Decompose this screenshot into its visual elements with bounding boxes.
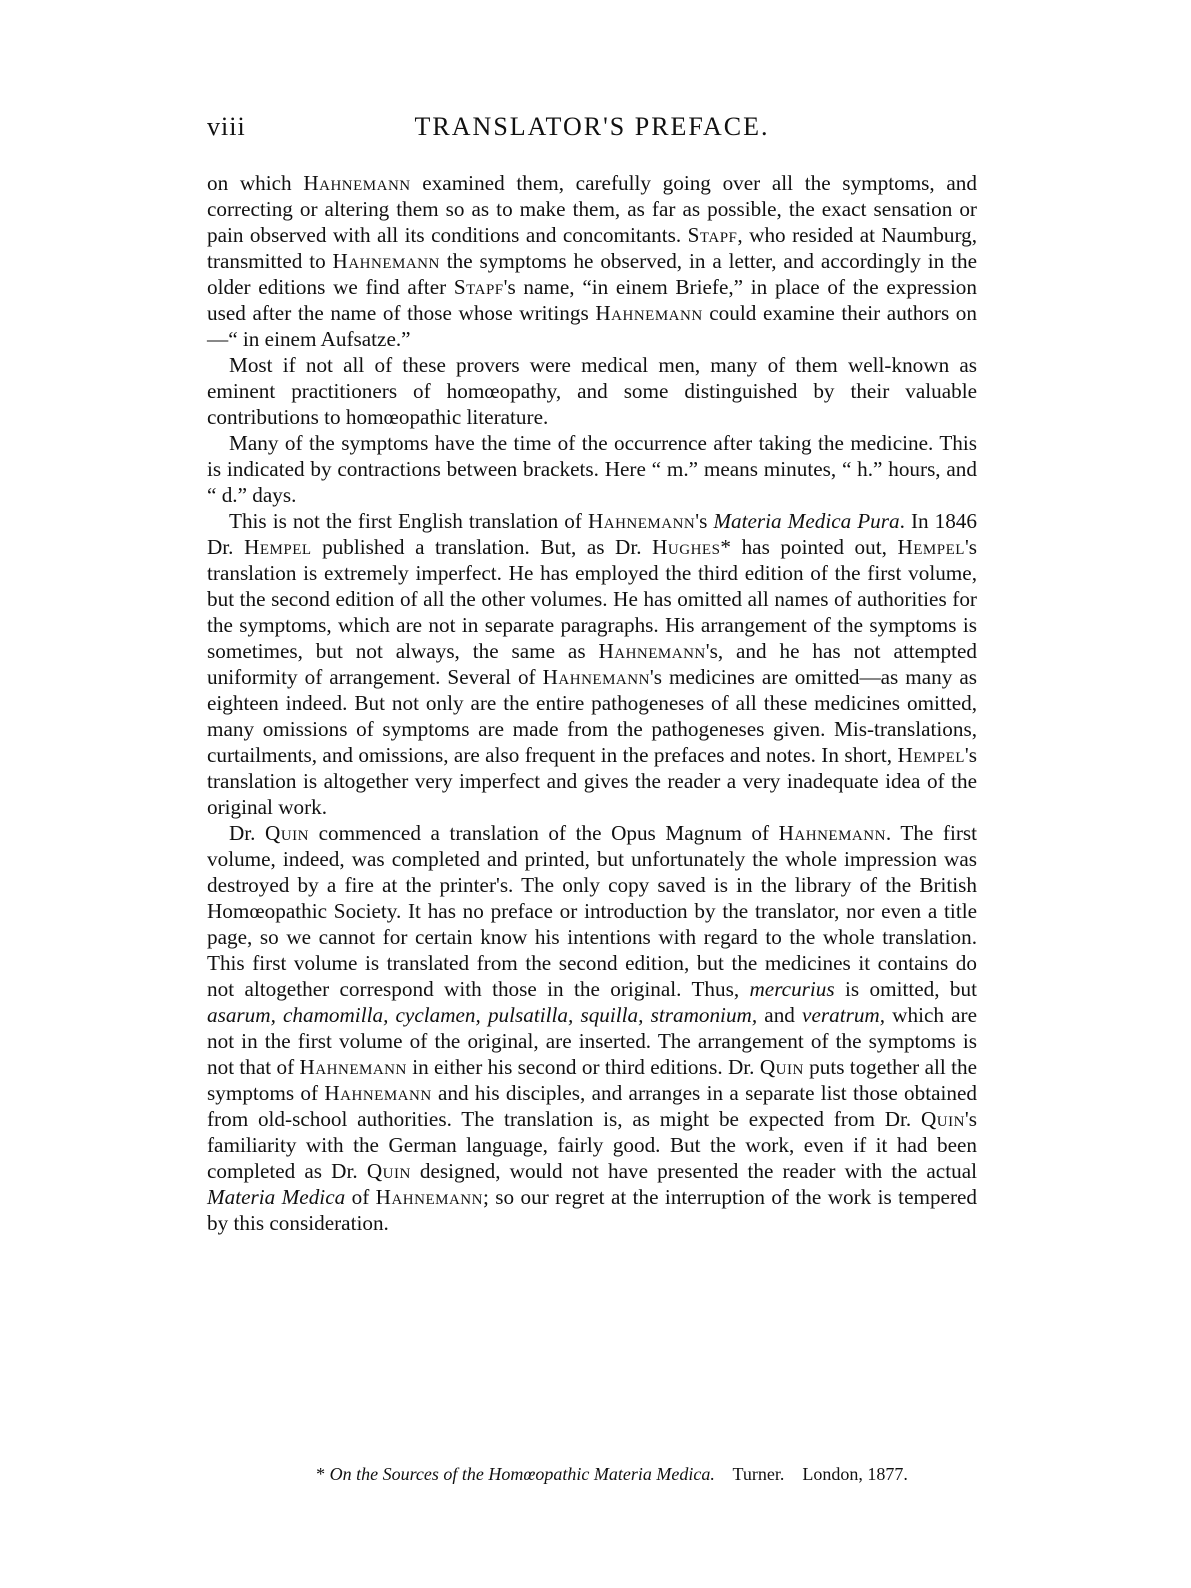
text-run: of — [345, 1185, 376, 1209]
text-run: published a translation. But, as Dr. — [311, 535, 653, 559]
footnote-title: On the Sources of the Homœopathic Materia Medica. — [329, 1464, 715, 1484]
text-run: 's name, “in einem Briefe,” in place of the expression used after the name of those whose writings — [207, 275, 977, 325]
text-run: could examine their authors on—“ in einem Aufsatze.” — [207, 301, 977, 351]
name-small-caps: Stapf — [687, 223, 738, 247]
text-run: Many of the symptoms have the time of the occurrence after taking the medicine. This is indicated by contractions between brackets. Here “ m.” means minutes, “ h.” hours, and “ d.” days. — [207, 431, 977, 507]
name-small-caps: Hughes — [652, 535, 721, 559]
name-small-caps: Hahnemann — [375, 1185, 483, 1209]
text-run: designed, would not have presented the reader with the actual — [410, 1159, 977, 1183]
text-run: 's translation is altogether very imperfect and gives the reader a very inadequate idea of the original work. — [207, 743, 977, 819]
paragraph — [207, 170, 977, 352]
text-run: 's medicines are omitted—as many as eighteen indeed. But not only are the entire pathogeneses of all these medicines omitted, many omissions of symptoms are made from the pathogeneses given. Mis-translations, curtailments, and omissions, are also frequent in the prefaces and notes. In short, — [207, 665, 977, 767]
italic-text: Materia Medica — [207, 1185, 346, 1209]
footnote-marker: * — [316, 1464, 326, 1484]
name-small-caps: Quin — [366, 1159, 411, 1183]
text-run: which are not in the first volume of the original, are inserted. The arrangement of the symptoms is not that of — [207, 1003, 977, 1079]
text-run: . The first volume, indeed, was completed and printed, but unfortunately the whole impression was destroyed by a fire at the printer's. The only copy saved is in the library of the British Homœopathic Society. It has no preface or introduction by the translator, nor even a title page, so we cannot for certain know his intentions with regard to the whole translation. This first volume is translated from the second edition, but the medicines it contains do not altogether correspond with those in the original. Thus, — [207, 821, 978, 1001]
text-run: puts together all the symptoms of — [207, 1055, 977, 1105]
name-small-caps: Hahnemann — [542, 665, 650, 689]
text-run: . In 1846 Dr. — [207, 509, 977, 559]
text-run: 's, and he has not attempted uniformity of arrangement. Several of — [207, 639, 977, 689]
text-run: ; so our regret at the interruption of the work is tempered by this consideration. — [207, 1185, 978, 1235]
italic-text: asarum, chamomilla, cyclamen, pulsatilla, squilla, stramonium, — [207, 1003, 758, 1027]
text-run: This is not the first English translation of — [229, 509, 588, 533]
name-small-caps: Hahnemann — [332, 249, 440, 273]
text-run: and — [757, 1003, 803, 1027]
name-small-caps: Hahnemann — [324, 1081, 432, 1105]
page-number: viii — [207, 112, 246, 141]
footnote-place-year: London, 1877. — [802, 1464, 908, 1484]
text-run: in either his second or third editions. Dr. — [406, 1055, 760, 1079]
text-run: 's familiarity with the German language, fairly good. But the work, even if it had been completed as Dr. — [207, 1107, 977, 1183]
text-run: commenced a translation of the Opus Magnum of — [309, 821, 779, 845]
text-run: examined them, carefully going over all the symptoms, and correcting or altering them so as to make them, as far as possible, the exact sensation or pain observed with all its conditions and concomitants. — [207, 171, 977, 247]
text-run: the symptoms he observed, in a letter, and accordingly in the older editions we find after — [207, 249, 977, 299]
page-header — [207, 112, 977, 152]
text-run: * has pointed out, — [720, 535, 898, 559]
paragraph — [207, 820, 977, 1236]
running-head: TRANSLATOR'S PREFACE. — [414, 112, 770, 141]
name-small-caps: Hahnemann — [303, 171, 411, 195]
name-small-caps: Quin — [920, 1107, 965, 1131]
text-run: and his disciples, and arranges in a separate list those obtained from old-school authorities. The translation is, as might be expected from Dr. — [207, 1081, 977, 1131]
paragraph — [207, 352, 977, 430]
footnote-publisher: Turner. — [732, 1464, 785, 1484]
name-small-caps: Hahnemann — [299, 1055, 407, 1079]
italic-text: Materia Medica Pura — [713, 509, 900, 533]
body-text — [207, 170, 977, 1236]
text-run: , who resided at Naumburg, transmitted to — [207, 223, 978, 273]
paragraph — [207, 508, 977, 820]
name-small-caps: Hempel — [897, 535, 965, 559]
name-small-caps: Hahnemann — [598, 639, 706, 663]
name-small-caps: Stapf — [453, 275, 504, 299]
footnote — [207, 1462, 977, 1486]
text-run: 's translation is extremely imperfect. He has employed the third edition of the first volume, but the second edition of all the other volumes. He has omitted all names of authorities for the symptoms, which are not in separate paragraphs. His arrangement of the symptoms is sometimes, but not always, the same as — [207, 535, 978, 663]
paragraph — [207, 430, 977, 508]
name-small-caps: Quin — [759, 1055, 804, 1079]
text-run: is omitted, but — [834, 977, 977, 1001]
name-small-caps: Hempel — [897, 743, 965, 767]
name-small-caps: Hahnemann — [587, 509, 696, 533]
text-run: 's — [695, 509, 714, 533]
text-run: on which — [207, 171, 304, 195]
text-run: Dr. — [229, 821, 266, 845]
italic-text: veratrum, — [802, 1003, 886, 1027]
name-small-caps: Hahnemann — [778, 821, 886, 845]
name-small-caps: Hempel — [244, 535, 312, 559]
name-small-caps: Quin — [265, 821, 310, 845]
text-run: Most if not all of these provers were medical men, many of them well-known as eminent practitioners of homœopathy, and some distinguished by their valuable contributions to homœopathic literature. — [207, 353, 977, 429]
name-small-caps: Hahnemann — [595, 301, 703, 325]
italic-text: mercurius — [749, 977, 835, 1001]
